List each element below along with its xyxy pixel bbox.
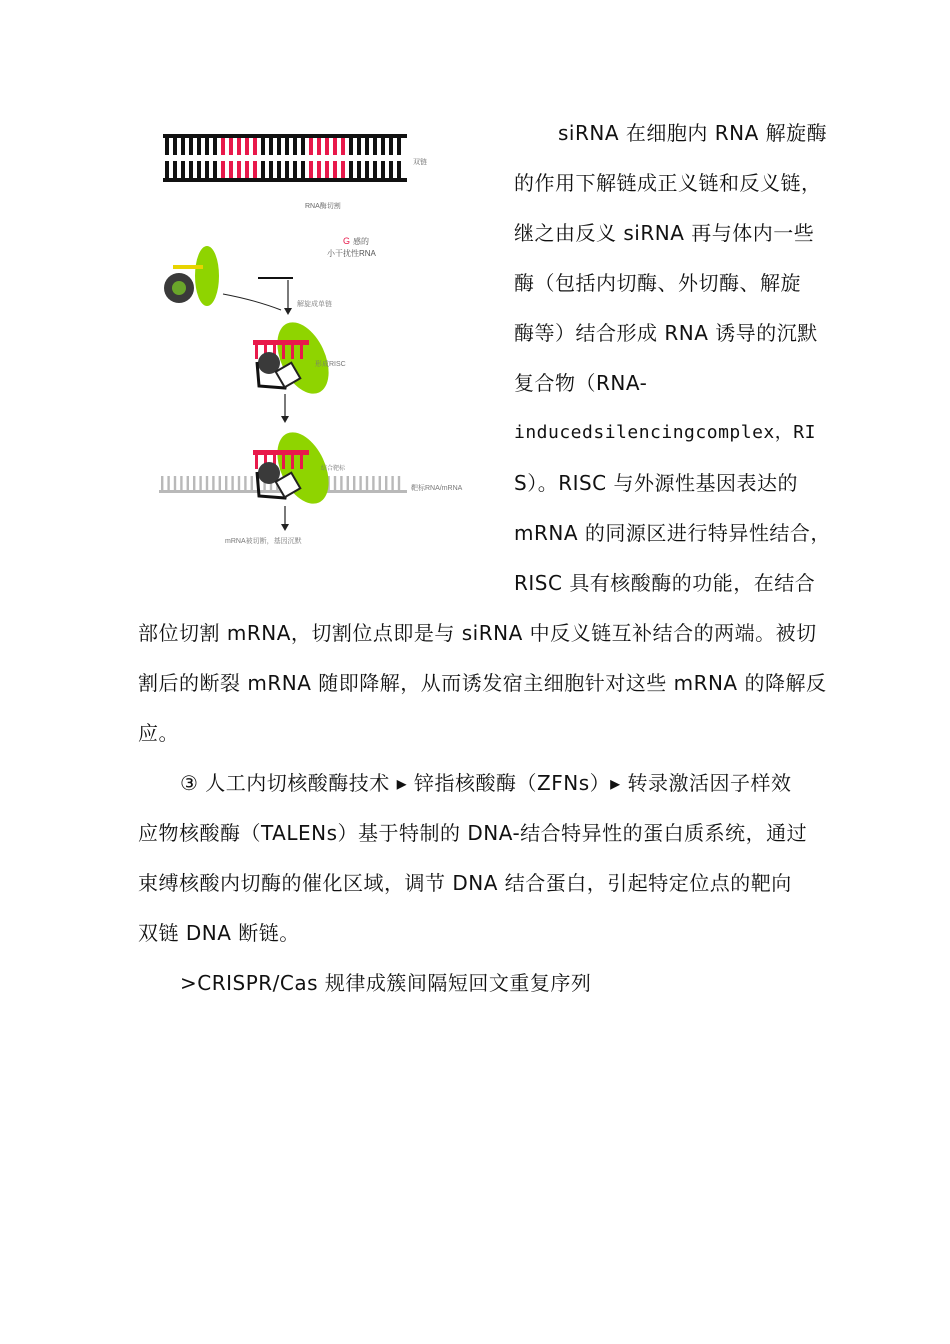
dsrna-rung-bottom bbox=[389, 161, 393, 178]
dsrna-rung-top bbox=[341, 138, 345, 155]
dsrna-rung-top bbox=[325, 138, 329, 155]
figure-label-bind: 结合靶标 bbox=[321, 466, 346, 472]
dsrna-rung-top bbox=[253, 138, 257, 155]
mrna-tooth bbox=[212, 476, 214, 490]
dsrna-rung-top bbox=[285, 138, 289, 155]
figure-label-sirna-2: 小干扰性RNA bbox=[327, 249, 376, 258]
dsrna-rung-top bbox=[213, 138, 217, 155]
risc-sirna-tooth bbox=[291, 345, 294, 359]
figure-label-g: G bbox=[343, 236, 351, 246]
text-line: 酶（包括内切酶、外切酶、解旋 bbox=[514, 271, 801, 295]
dsrna-rung-top bbox=[349, 138, 353, 155]
figure-label-unwind: 解旋成单链 bbox=[297, 301, 332, 308]
dsrna-rung-bottom bbox=[301, 161, 305, 178]
dsrna-rung-bottom bbox=[205, 161, 209, 178]
mrna-tooth bbox=[340, 476, 342, 490]
dsrna-rung-top bbox=[197, 138, 201, 155]
text-line: siRNA 在细胞内 RNA 解旋酶 bbox=[558, 121, 828, 145]
dsrna-rung-bottom bbox=[245, 161, 249, 178]
dsrna-rung-bottom bbox=[397, 161, 401, 178]
text-line: mRNA 的同源区进行特异性结合， bbox=[514, 521, 831, 545]
dsrna-rung-bottom bbox=[165, 161, 169, 178]
dsrna-rung-bottom bbox=[229, 161, 233, 178]
rnai-diagram bbox=[155, 118, 495, 548]
dsrna-rung-top bbox=[221, 138, 225, 155]
dsrna-rung-top bbox=[205, 138, 209, 155]
dsrna-rung-bottom bbox=[365, 161, 369, 178]
dsrna-rung-top bbox=[301, 138, 305, 155]
dsrna-rung-bottom bbox=[189, 161, 193, 178]
mrna-tooth bbox=[334, 476, 336, 490]
mrna-tooth bbox=[372, 476, 374, 490]
dsrna-rung-bottom bbox=[349, 161, 353, 178]
risc-sirna-tooth bbox=[255, 345, 258, 359]
dsrna-rung-bottom bbox=[317, 161, 321, 178]
mrna-tooth bbox=[219, 476, 221, 490]
mrna-tooth bbox=[366, 476, 368, 490]
figure-label-dicer: RNA酶切割 bbox=[305, 203, 341, 210]
text-line: 割后的断裂 mRNA 随即降解，从而诱发宿主细胞针对这些 mRNA 的降解反 bbox=[138, 671, 827, 695]
dsrna-rung-top bbox=[189, 138, 193, 155]
dicer-enzyme bbox=[164, 246, 219, 306]
dsrna-rung-top bbox=[317, 138, 321, 155]
text-line: 束缚核酸内切酶的催化区域，调节 DNA 结合蛋白，引起特定位点的靶向 bbox=[138, 871, 792, 895]
mrna-tooth bbox=[398, 476, 400, 490]
dsrna-rung-top bbox=[397, 138, 401, 155]
mrna-tooth bbox=[206, 476, 208, 490]
risc-sirna-tooth bbox=[255, 455, 258, 469]
dsrna-rung-bottom bbox=[381, 161, 385, 178]
rnai-mechanism-figure bbox=[155, 118, 495, 548]
dsrna-rung-bottom bbox=[285, 161, 289, 178]
dsrna-rung-top bbox=[381, 138, 385, 155]
dsrna-rung-bottom bbox=[325, 161, 329, 178]
dsrna-rung-bottom bbox=[213, 161, 217, 178]
mrna-tooth bbox=[161, 476, 163, 490]
text-line: 双链 DNA 断链。 bbox=[138, 921, 300, 945]
dsrna-rung-top bbox=[237, 138, 241, 155]
mrna-tooth bbox=[231, 476, 233, 490]
text-line: 酶等）结合形成 RNA 诱导的沉默 bbox=[514, 321, 818, 345]
dsrna-rung-bottom bbox=[173, 161, 177, 178]
dsrna-rung-bottom bbox=[261, 161, 265, 178]
mrna-tooth bbox=[385, 476, 387, 490]
dsrna-rung-bottom bbox=[357, 161, 361, 178]
dsrna-rung-top bbox=[365, 138, 369, 155]
dsrna-rung-bottom bbox=[293, 161, 297, 178]
risc-sirna-tooth bbox=[282, 455, 285, 469]
figure-label-target: 靶标RNA/mRNA bbox=[411, 485, 463, 492]
text-line: RISC 具有核酸酶的功能，在结合 bbox=[514, 571, 816, 595]
dsrna-ladder bbox=[163, 134, 407, 182]
dsrna-rung-top bbox=[389, 138, 393, 155]
dsrna-rung-bottom bbox=[333, 161, 337, 178]
dsrna-rung-bottom bbox=[277, 161, 281, 178]
risc-sirna-tooth bbox=[291, 455, 294, 469]
mrna-tooth bbox=[167, 476, 169, 490]
mrna-tooth bbox=[359, 476, 361, 490]
dsrna-rung-bottom bbox=[197, 161, 201, 178]
dsrna-rung-top bbox=[373, 138, 377, 155]
text-line: 应。 bbox=[138, 721, 179, 745]
dsrna-rung-bottom bbox=[309, 161, 313, 178]
dsrna-rung-top bbox=[245, 138, 249, 155]
mrna-tooth bbox=[347, 476, 349, 490]
dsrna-rung-top bbox=[309, 138, 313, 155]
text-line: >CRISPR/Cas 规律成簇间隔短回文重复序列 bbox=[180, 971, 592, 995]
mrna-tooth bbox=[238, 476, 240, 490]
risc-sirna-tooth bbox=[300, 345, 303, 359]
dsrna-rung-bottom bbox=[221, 161, 225, 178]
dsrna-rung-bottom bbox=[181, 161, 185, 178]
text-line: 复合物（RNA- bbox=[514, 371, 648, 395]
dsrna-rung-bottom bbox=[341, 161, 345, 178]
mrna-tooth bbox=[180, 476, 182, 490]
figure-label-top-right: 双链 bbox=[413, 159, 427, 166]
figure-label-cleave: mRNA被切断，基因沉默 bbox=[225, 538, 302, 545]
text-line: inducedsilencingcomplex，RI bbox=[514, 422, 816, 443]
dsrna-rung-bottom bbox=[269, 161, 273, 178]
mrna-tooth bbox=[251, 476, 253, 490]
text-line: 的作用下解链成正义链和反义链， bbox=[514, 171, 822, 195]
dsrna-rung-top bbox=[357, 138, 361, 155]
text-line: 继之由反义 siRNA 再与体内一些 bbox=[514, 221, 815, 245]
dsrna-rung-bottom bbox=[237, 161, 241, 178]
dsrna-rung-top bbox=[173, 138, 177, 155]
dsrna-rung-bottom bbox=[253, 161, 257, 178]
dsrna-rung-top bbox=[181, 138, 185, 155]
mrna-tooth bbox=[174, 476, 176, 490]
mrna-tooth bbox=[379, 476, 381, 490]
text-line: S）。RISC 与外源性基因表达的 bbox=[514, 471, 799, 495]
risc-sirna-tooth bbox=[300, 455, 303, 469]
text-line: 应物核酸酶（TALENs）基于特制的 DNA-结合特异性的蛋白质系统，通过 bbox=[138, 821, 808, 845]
figure-label-risc: 形成RISC bbox=[315, 361, 346, 368]
dsrna-rung-top bbox=[333, 138, 337, 155]
dsrna-rung-top bbox=[229, 138, 233, 155]
mrna-tooth bbox=[199, 476, 201, 490]
mrna-tooth bbox=[225, 476, 227, 490]
dsrna-rung-top bbox=[261, 138, 265, 155]
risc-complex-1 bbox=[253, 314, 339, 401]
text-line: 部位切割 mRNA，切割位点即是与 siRNA 中反义链互补结合的两端。被切 bbox=[138, 621, 817, 645]
figure-label-sirna-1: 感的 bbox=[353, 237, 369, 246]
mrna-tooth bbox=[244, 476, 246, 490]
dsrna-rung-bottom bbox=[373, 161, 377, 178]
dsrna-rung-top bbox=[293, 138, 297, 155]
mrna-tooth bbox=[353, 476, 355, 490]
dsrna-rung-top bbox=[165, 138, 169, 155]
mrna-tooth bbox=[187, 476, 189, 490]
text-line: ③ 人工内切核酸酶技术 ▸ 锌指核酸酶（ZFNs）▸ 转录激活因子样效 bbox=[180, 771, 792, 795]
dsrna-rung-top bbox=[277, 138, 281, 155]
mrna-tooth bbox=[193, 476, 195, 490]
mrna-tooth bbox=[391, 476, 393, 490]
risc-sirna-tooth bbox=[282, 345, 285, 359]
dsrna-rung-top bbox=[269, 138, 273, 155]
